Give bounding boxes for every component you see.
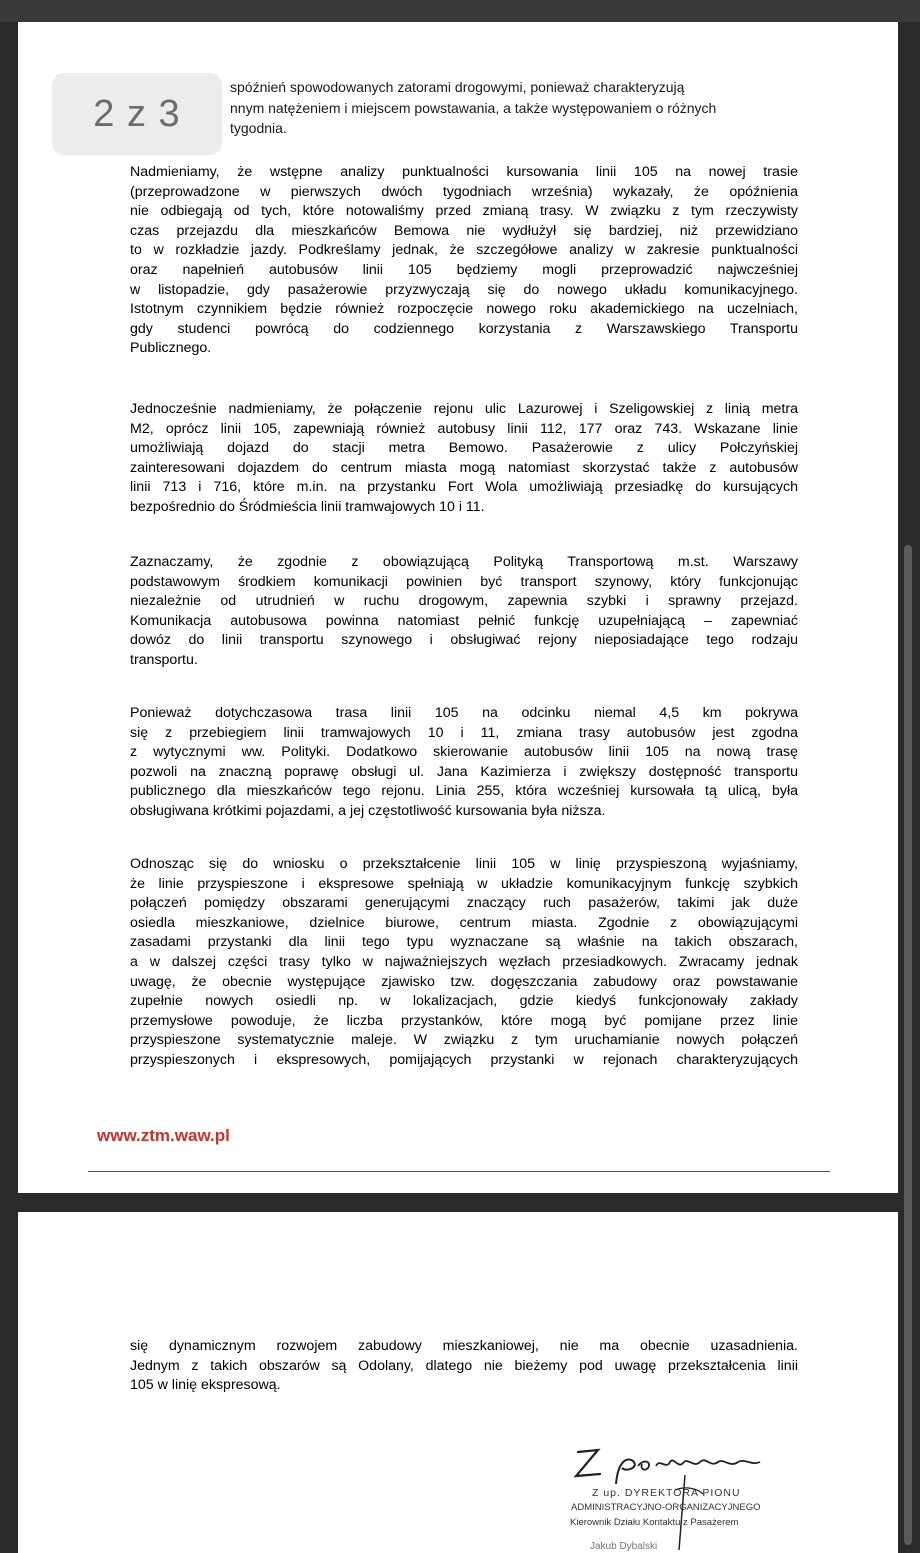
paragraph-metro-connection [130,400,798,518]
text-line: zasadami przystanki dla linii tego typu wyznaczane są właśnie na takich obszarach, [130,934,798,951]
text-line: uwagę, że obecnie występujące zjawisko tzw. dogęszczania zabudowy oraz powstawanie [130,973,798,990]
partial-text-line-1: spóźnień spowodowanych zatorami drogowymi, ponieważ charakteryzują [230,79,685,95]
signature-scribble [655,1470,715,1553]
text-line: przemysłowe powoduje, że liczba przystanków, które mogą być pomijane przez linie [130,1012,798,1029]
text-line: publicznego dla mieszkańców tego rejonu. Linia 255, która wcześniej kursowała tą ulicą, była [130,783,798,800]
partial-text-line-3: tygodnia. [230,120,287,136]
text-line: osiedla mieszkaniowe, dzielnice biurowe, centrum miasta. Zgodnie z obowiązującymi [130,914,798,931]
signature-title-line-2: ADMINISTRACYJNO-ORGANIZACYJNEGO [571,1502,761,1513]
text-line: dowóz do linii transportu szynowego i obsługiwać rejony nieposiadające tego rodzaju [130,632,798,649]
page-counter-badge: 2 z 3 [52,73,222,155]
text-line: obsługiwana krótkimi pojazdami, a jej częstotliwość kursowania była niższa. [130,802,606,819]
partial-text-line-2: nnym natężeniem i miejscem powstawania, a także występowaniem o różnych [230,100,717,116]
footer-website-link[interactable]: www.ztm.waw.pl [97,1126,230,1145]
text-line: Nadmieniamy, że wstępne analizy punktualności kursowania linii 105 na nowej trasie [130,164,798,180]
signature-title-line-3: Kierownik Działu Kontaktu z Pasażerem [570,1517,739,1528]
paragraph-express-lines [130,855,798,1071]
text-line: się dynamicznym rozwojem zabudowy mieszkaniowej, nie ma obecnie uzasadnienia. [130,1338,798,1354]
text-line: pozwoli na znaczną poprawę obsługi ul. Jana Kazimierza i zwiększy dostępność transportu [130,763,798,780]
text-line: Istotnym czynnikiem będzie również rozpoczęcie nowego roku akademickiego na uczelniach, [130,301,798,318]
text-line: Jednocześnie nadmieniamy, że połączenie rejonu ulic Lazurowej i Szeligowskiej z linią metra [130,401,798,417]
text-line: a w dalszej części trasy tylko w najważniejszych węzłach przesiadkowych. Zwracamy jednak [130,953,798,970]
text-line: Odnosząc się do wniosku o przekształcenie linii 105 w linię przyspieszoną wyjaśniamy, [130,856,798,872]
text-line: czas przejazdu dla mieszkańców Bemowa nie wydłużył się bardziej, niż przewidziano [130,222,798,239]
text-line: zupełnie nowych osiedli np. w lokalizacjach, gdzie kiedyś funkcjonowały zakłady [130,993,798,1010]
text-line: się z przebiegiem linii tramwajowych 10 i 11, zmiana trasy autobusów jest zgodna [130,724,798,741]
footer-divider [88,1171,830,1172]
text-line: transportu. [130,651,198,668]
text-line: M2, oprócz linii 105, zapewniają również autobusy linii 112, 177 oraz 743. Wskazane linie [130,420,798,437]
text-line: Zaznaczamy, że zgodnie z obowiązującą Polityką Transportową m.st. Warszawy [130,554,798,570]
text-line: to w rozkładzie jazdy. Podkreślamy jednak, że szczegółowe analizy w zakresie punktualności [130,242,798,259]
text-line: bezpośrednio do Śródmieścia linii tramwajowych 10 i 11. [130,498,485,515]
paragraph-punctuality [130,163,798,359]
text-line: niezależnie od utrudnień w ruchu drogowym, zapewnia szybki i sprawny przejazd. [130,593,798,610]
text-line: przyspieszone systematycznie maleje. W związku z tym uruchamianie nowych połączeń [130,1032,798,1049]
text-line: podstawowym środkiem komunikacji powinien być transport szynowy, który funkcjonując [130,573,798,590]
top-status-bar [0,0,920,22]
scrollbar-thumb[interactable] [904,545,912,1545]
text-line: gdy studenci powrócą do codziennego korzystania z Warszawskiego Transportu [130,320,798,337]
page-gap [0,1193,920,1212]
text-line: przyspieszonych i ekspresowych, pomijających przystanki w rejonach charakteryzujących [130,1051,798,1068]
text-line: Jednym z takich obszarów są Odolany, dlatego nie bieżemy pod uwagę przekształcenia linii [130,1357,798,1374]
text-line: połączeń pomiędzy obszarami generującymi znaczący ruch pasażerów, takimi jak duże [130,895,798,912]
signature-name: Jakub Dybalski [590,1541,658,1552]
text-line: zainteresowani dojazdem do centrum miasta mogą natomiast skorzystać także z autobusów [130,459,798,476]
paragraph-transport-policy [130,553,798,671]
text-line: w listopadzie, gdy pasażerowie przyzwyczają się do nowego układu komunikacyjnego. [130,281,798,298]
paragraph-route-change [130,704,798,822]
text-line: umożliwiają dojazd do stacji metra Bemowo. Pasażerowie z ulicy Połczyńskiej [130,440,798,457]
text-line: 105 w linię ekspresową. [130,1377,281,1394]
text-line: z wytycznymi ww. Polityki. Dodatkowo skierowanie autobusów linii 105 na nową trasę [130,744,798,761]
text-line: linii 713 i 716, które m.in. na przystanku Fort Wola umożliwiają przesiadkę do kursujących [130,479,798,496]
paragraph-conclusion [130,1337,798,1396]
text-line: nie odbiegają od tych, które notowaliśmy przed zmianą trasy. W związku z tym rzeczywisty [130,203,798,220]
text-line: że linie przyspieszone i ekspresowe spełniają w układzie komunikacyjnym funkcję szybkich [130,875,798,892]
text-line: Ponieważ dotychczasowa trasa linii 105 na odcinku niemal 4,5 km pokrywa [130,705,798,721]
text-line: oraz napełnień autobusów linii 105 będziemy mogli przeprowadzić najwcześniej [130,261,798,278]
text-line: Publicznego. [130,340,212,357]
signature-title-line-1: Z up. DYREKTORA PIONU [592,1487,741,1499]
text-line: (przeprowadzone w pierwszych dwóch tygodniach września) wykazały, że opóźnienia [130,183,798,200]
text-line: Komunikacja autobusowa powinna natomiast pełnić funkcję uzupełniającą – zapewniać [130,612,798,629]
